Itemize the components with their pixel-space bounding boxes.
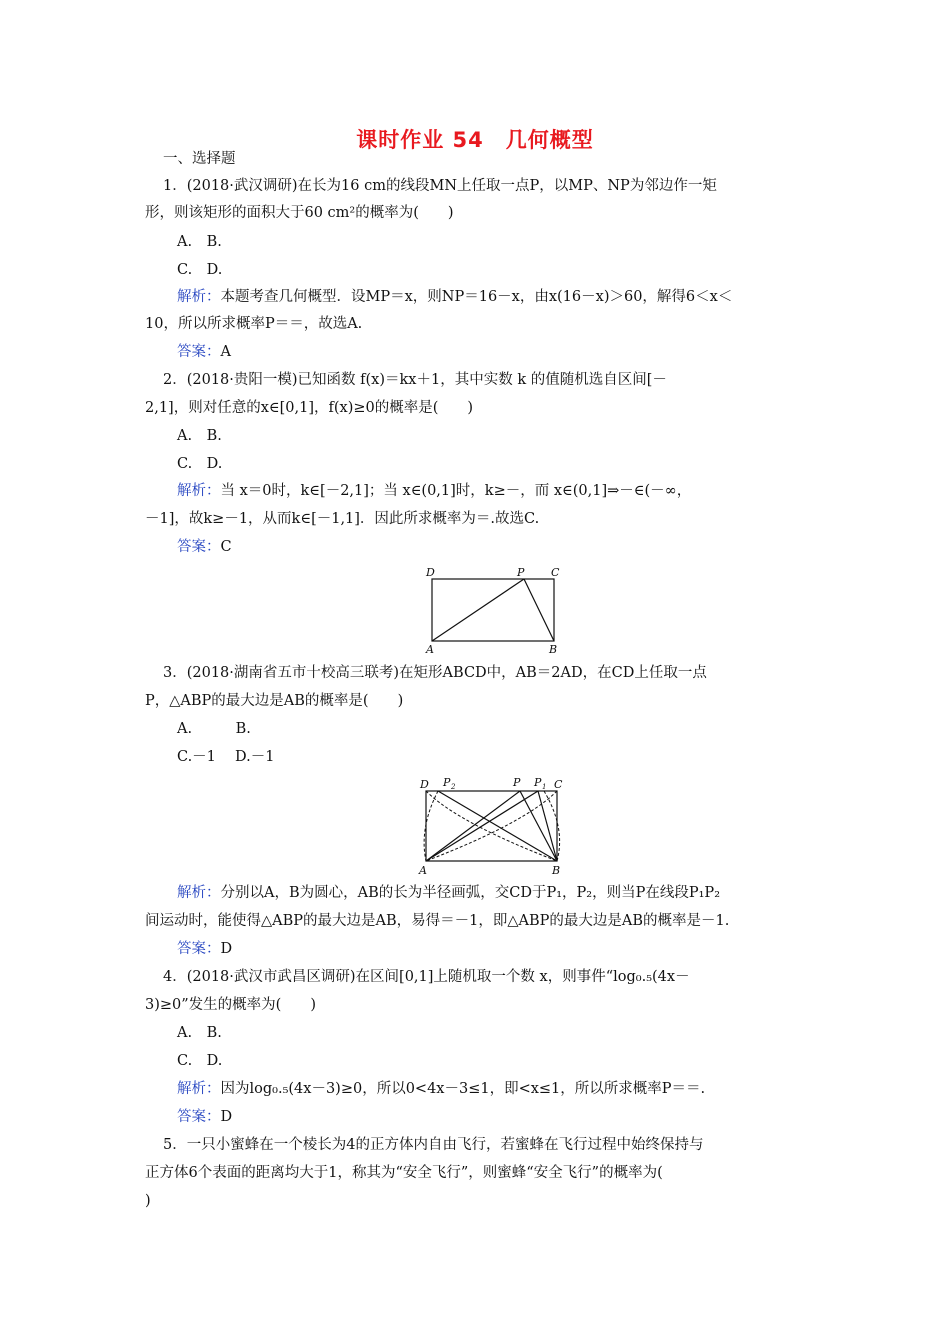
segment-pb: [524, 579, 554, 641]
q3-analysis-line2: 间运动时，能使得△ABP的最大边是AB，易得＝－1，即△ABP的最大边是AB的概率是－1.: [145, 913, 730, 929]
label-p1-sub: 1: [542, 783, 547, 791]
q2-answer: [177, 538, 232, 556]
page-title: 课时作业 54 几何概型: [356, 128, 594, 152]
q5-stem-line1: 5．一只小蜜蜂在一个棱长为4的正方体内自由飞行，若蜜蜂在飞行过程中始终保持与: [163, 1137, 704, 1153]
q1-analysis-line1: [177, 288, 732, 306]
analysis-label: 解析：: [177, 1081, 221, 1097]
label-b: B: [549, 643, 558, 656]
analysis-label: 解析：: [177, 885, 221, 901]
q2-analysis-line2: －1]，故k≥－1，从而k∈[－1,1]．因此所求概率为＝.故选C.: [145, 511, 540, 527]
label-p2-sub: 2: [451, 783, 456, 791]
label-p1: P: [534, 776, 542, 789]
q4-stem-line1: 4．(2018·武汉市武昌区调研)在区间[0,1]上随机取一个数 x，则事件“log₀.₅(4x－: [163, 969, 690, 985]
analysis-text: 本题考查几何概型．设MP＝x，则NP＝16－x，由x(16－x)＞60，解得6＜x＜: [220, 289, 733, 305]
answer-value: C: [220, 539, 232, 555]
answer-value: D: [220, 941, 233, 957]
q4-options-cd: C. D.: [177, 1053, 223, 1069]
q4-stem-line2: 3)≥0”发生的概率为( ): [145, 997, 316, 1013]
label-p: P: [513, 776, 521, 789]
q5-stem-line3: ): [145, 1193, 151, 1209]
label-b: B: [552, 864, 561, 877]
segment-p1b: [538, 791, 557, 861]
q1-stem-line1: 1．(2018·武汉调研)在长为16 cm的线段MN上任取一点P，以MP、NP为邻边作一矩: [163, 178, 717, 194]
q4-analysis-line1: [177, 1080, 705, 1098]
label-a: A: [419, 864, 427, 877]
analysis-label: 解析：: [177, 289, 221, 305]
figure-rectangle-abcd: [420, 565, 570, 657]
q3-stem-line1: 3．(2018·湖南省五市十校高三联考)在矩形ABCD中，AB＝2AD，在CD上任取一点: [163, 665, 707, 681]
answer-label: 答案：: [177, 941, 221, 957]
q3-analysis-line1: [177, 884, 720, 902]
q3-stem-line2: P，△ABP的最大边是AB的概率是( ): [145, 693, 404, 709]
label-p2: P: [443, 776, 451, 789]
q2-analysis-line1: [177, 482, 691, 500]
q3-options-cd: C.－1 D.－1: [177, 749, 275, 765]
analysis-text: 当 x＝0时，k∈[－2,1]；当 x∈(0,1]时，k≥－，而 x∈(0,1]⇒－∈(－∞，: [220, 483, 692, 499]
arc-from-b: [426, 791, 557, 861]
q2-options-cd: C. D.: [177, 456, 223, 472]
q2-stem-line2: 2,1]，则对任意的x∈[0,1]，f(x)≥0的概率是( ): [145, 400, 474, 416]
q4-answer: [177, 1108, 232, 1126]
label-a: A: [426, 643, 434, 656]
figure-rectangle-arcs: [416, 773, 572, 879]
answer-label: 答案：: [177, 539, 221, 555]
rect-outline: [432, 579, 554, 641]
q1-options-cd: C. D.: [177, 262, 223, 278]
q3-options-ab: A. B.: [177, 721, 251, 737]
section-heading: 一、选择题: [163, 151, 236, 167]
answer-value: D: [220, 1109, 233, 1125]
label-c: C: [551, 566, 560, 579]
analysis-label: 解析：: [177, 483, 221, 499]
arc-from-a: [426, 791, 557, 861]
q5-stem-line2: 正方体6个表面的距离均大于1，称其为“安全飞行”，则蜜蜂“安全飞行”的概率为(: [145, 1165, 663, 1181]
q1-options-ab: A. B.: [177, 234, 222, 250]
q1-answer: [177, 343, 231, 361]
rect-outline: [426, 791, 557, 861]
q2-stem-line1: 2．(2018·贵阳一模)已知函数 f(x)＝kx＋1，其中实数 k 的值随机选自区间[－: [163, 372, 667, 388]
label-d: D: [420, 778, 429, 791]
label-p: P: [517, 566, 525, 579]
answer-label: 答案：: [177, 1109, 221, 1125]
analysis-text: 分别以A，B为圆心，AB的长为半径画弧，交CD于P₁，P₂，则当P在线段P₁P₂: [220, 885, 721, 901]
q1-analysis-line2: 10，所以所求概率P＝＝，故选A.: [145, 316, 363, 332]
segment-ap1: [426, 791, 538, 861]
q1-stem-line2: 形，则该矩形的面积大于60 cm²的概率为( ): [145, 205, 454, 221]
q3-answer: [177, 940, 232, 958]
segment-ap: [432, 579, 524, 641]
analysis-text: 因为log₀.₅(4x－3)≥0，所以0<4x－3≤1，即<x≤1，所以所求概率P＝＝.: [220, 1081, 706, 1097]
q2-options-ab: A. B.: [177, 428, 222, 444]
answer-value: A: [220, 344, 231, 360]
label-c: C: [554, 778, 563, 791]
q4-options-ab: A. B.: [177, 1025, 222, 1041]
answer-label: 答案：: [177, 344, 221, 360]
label-d: D: [426, 566, 435, 579]
